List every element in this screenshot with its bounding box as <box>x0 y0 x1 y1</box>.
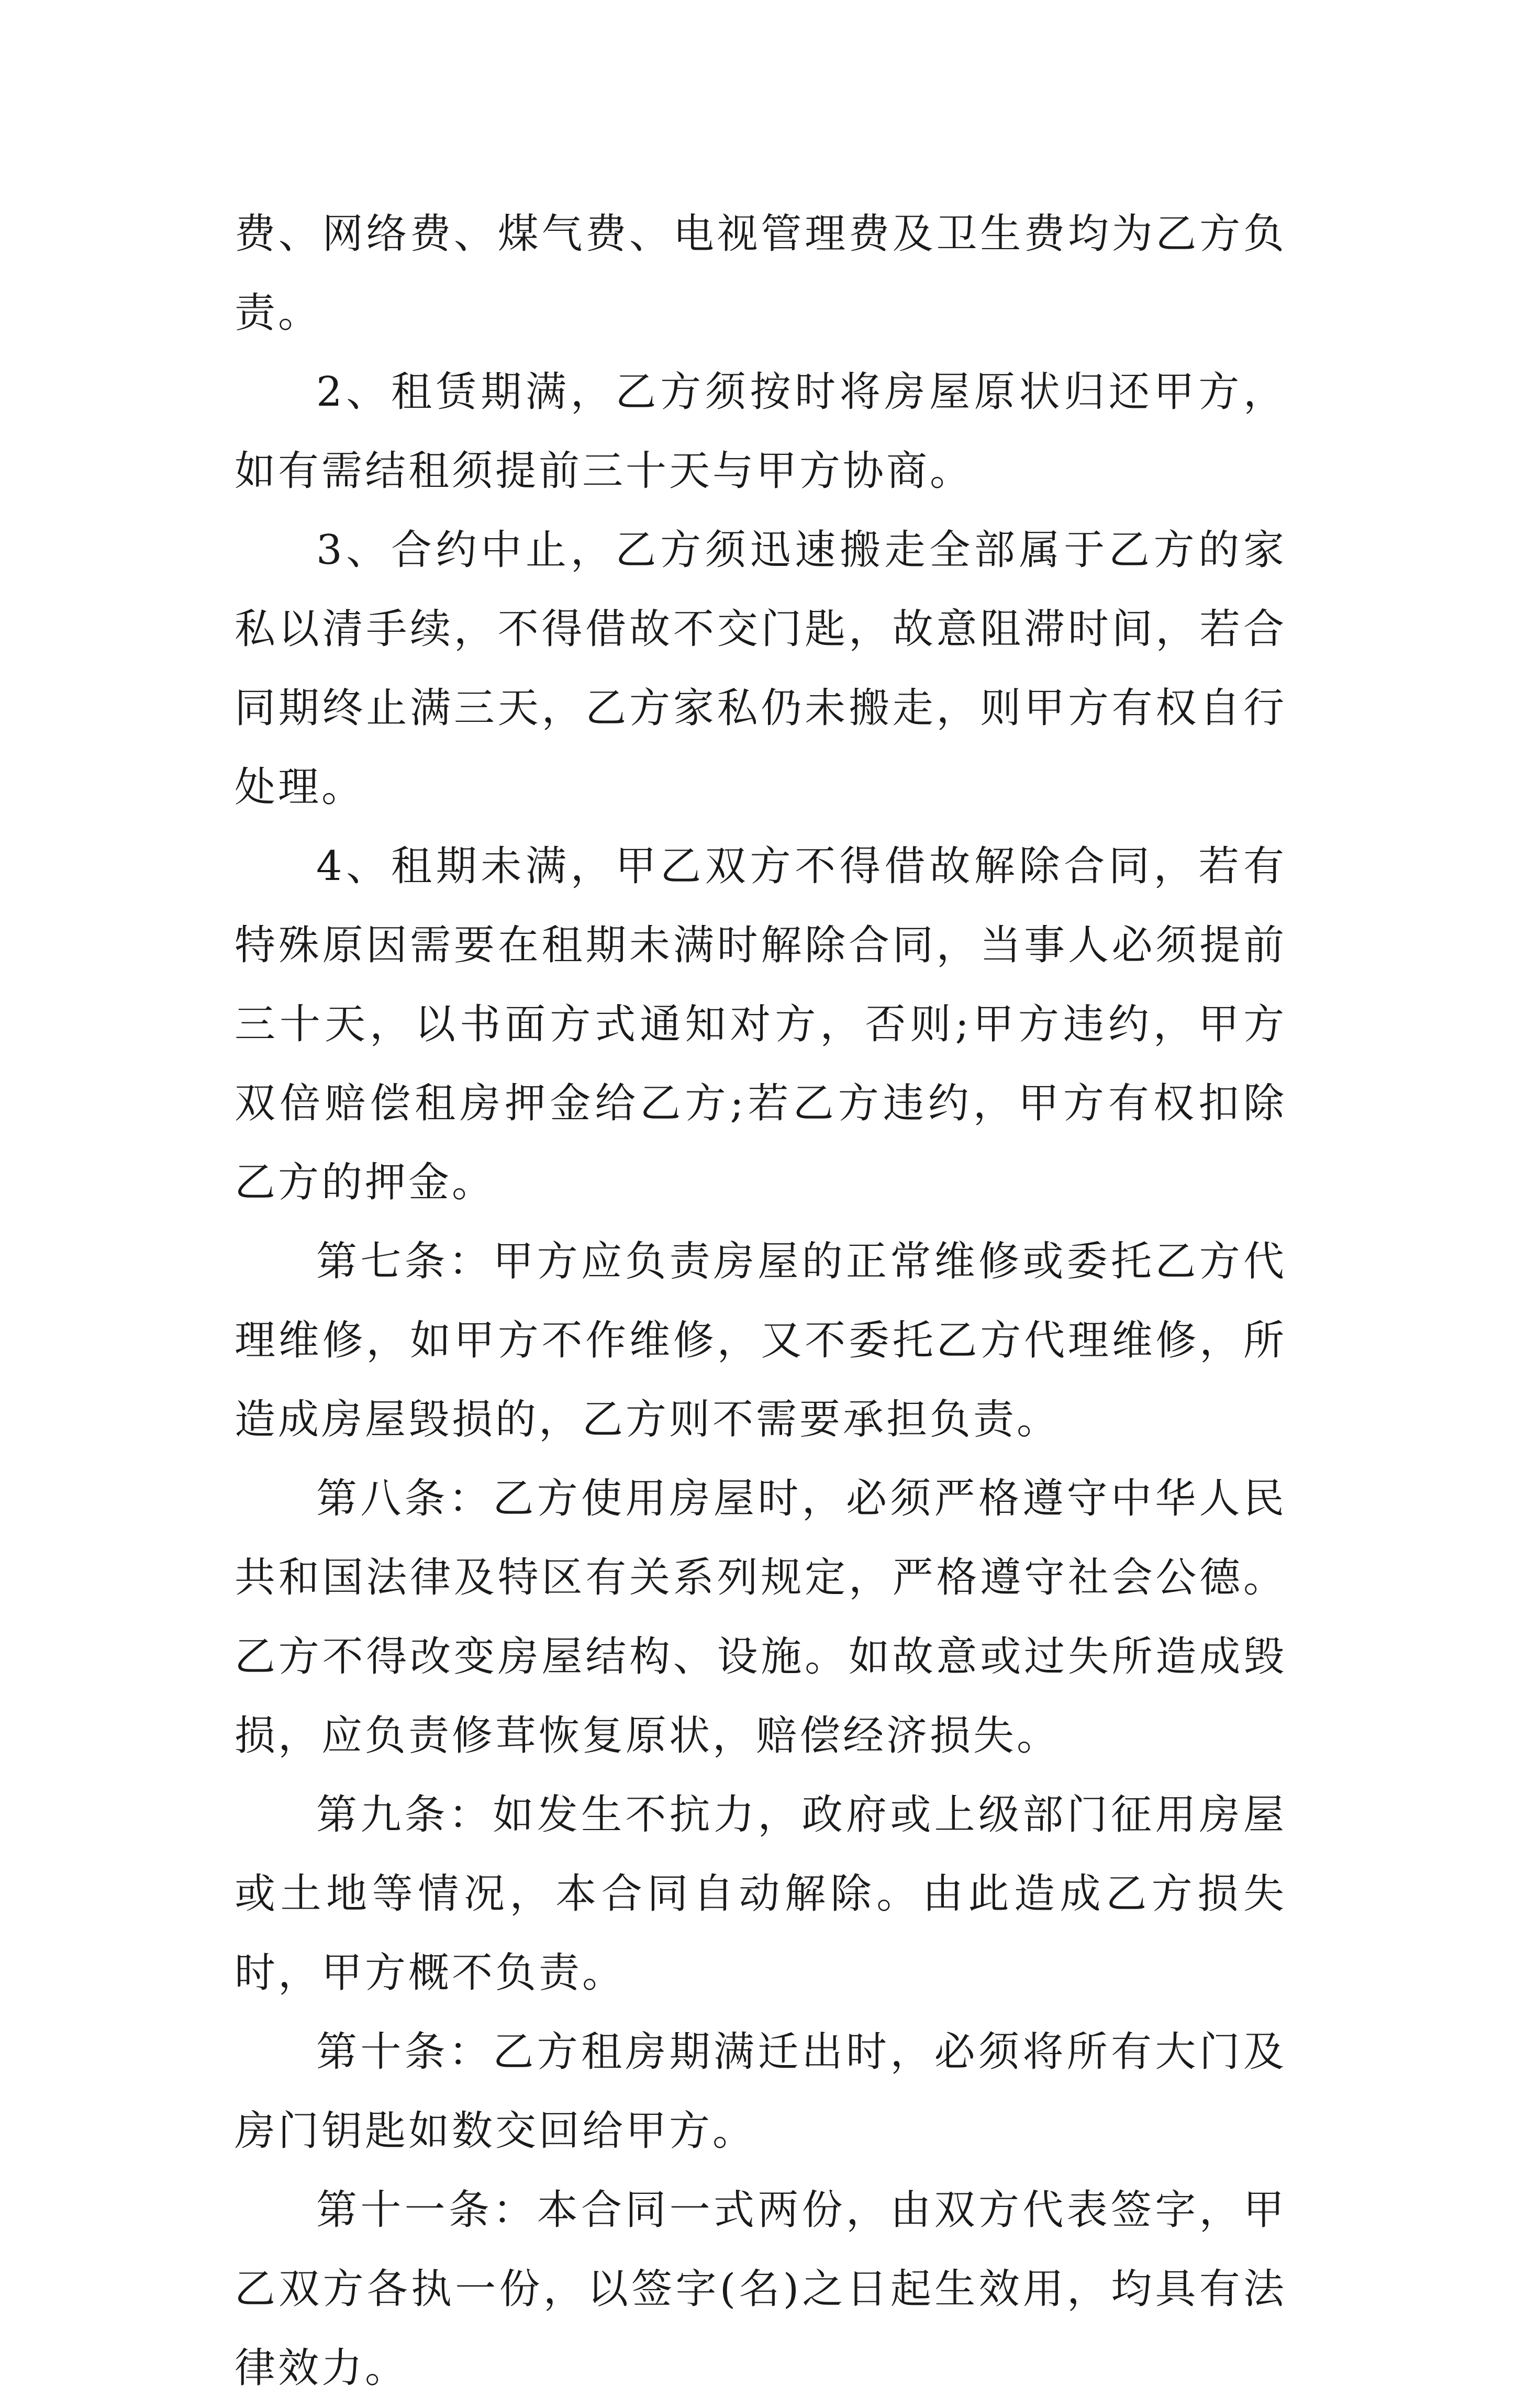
paragraph-continuation: 费、网络费、煤气费、电视管理费及卫生费均为乙方负责。 <box>235 210 1287 337</box>
paragraph-article-8: 第八条：乙方使用房屋时，必须严格遵守中华人民共和国法律及特区有关系列规定，严格遵守社会公德。乙方不得改变房屋结构、设施。如故意或过失所造成毁损，应负责修茸恢复原状，赔偿经济损失。 <box>235 1475 1287 1759</box>
paragraph-article-11: 第十一条：本合同一式两份，由双方代表签字，甲乙双方各执一份，以签字(名)之日起生效用，均具有法律效力。 <box>235 2187 1287 2392</box>
paragraph-article-9: 第九条：如发生不抗力，政府或上级部门征用房屋或土地等情况，本合同自动解除。由此造成乙方损失时，甲方概不负责。 <box>235 1791 1287 1997</box>
paragraph-item-2: 2、租赁期满，乙方须按时将房屋原状归还甲方，如有需结租须提前三十天与甲方协商。 <box>235 369 1287 495</box>
paragraph-article-10: 第十条：乙方租房期满迁出时，必须将所有大门及房门钥匙如数交回给甲方。 <box>235 2028 1287 2155</box>
contract-body <box>235 195 1287 2408</box>
paragraph-article-7: 第七条：甲方应负责房屋的正常维修或委托乙方代理维修，如甲方不作维修，又不委托乙方代理维修，所造成房屋毁损的，乙方则不需要承担负责。 <box>235 1238 1287 1443</box>
paragraph-item-3: 3、合约中止，乙方须迅速搬走全部属于乙方的家私以清手续，不得借故不交门匙，故意阻滞时间，若合同期终止满三天，乙方家私仍未搬走，则甲方有权自行处理。 <box>235 527 1287 811</box>
paragraph-item-4: 4、租期未满，甲乙双方不得借故解除合同，若有特殊原因需要在租期未满时解除合同，当事人必须提前三十天，以书面方式通知对方，否则;甲方违约，甲方双倍赔偿租房押金给乙方;若乙方违约，甲方有权扣除乙方的押金。 <box>235 843 1287 1206</box>
